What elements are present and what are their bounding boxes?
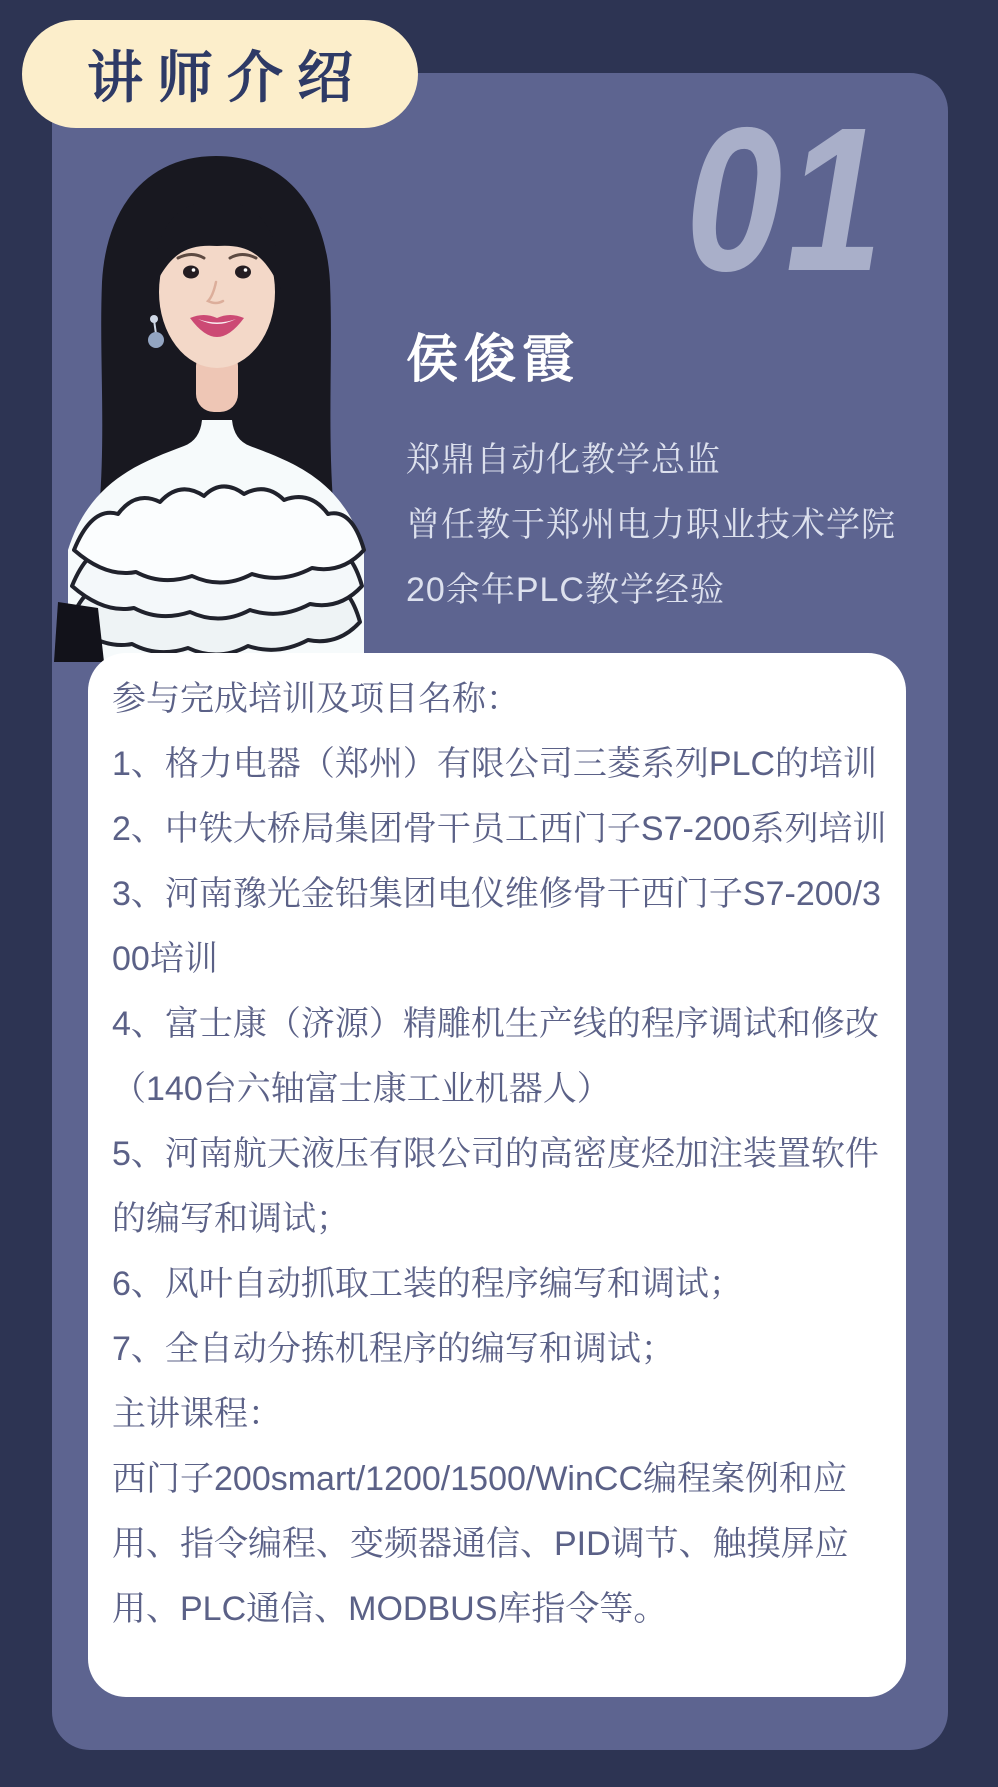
credential-line: 曾任教于郑州电力职业技术学院 xyxy=(406,506,896,544)
project-line: 2、中铁大桥局集团骨干员工西门子S7-200系列培训 xyxy=(112,810,887,848)
credential-line: 郑鼎自动化教学总监 xyxy=(406,441,721,479)
project-line: （140台六轴富士康工业机器人） xyxy=(112,1070,611,1108)
project-line: 7、全自动分拣机程序的编写和调试； xyxy=(112,1330,675,1368)
course-line: 西门子200smart/1200/1500/WinCC编程案例和应 xyxy=(112,1460,848,1498)
project-line: 4、富士康（济源）精雕机生产线的程序调试和修改 xyxy=(112,1005,879,1043)
project-line: 的编写和调试； xyxy=(112,1200,350,1238)
projects-heading: 参与完成培训及项目名称： xyxy=(112,680,520,718)
project-line: 3、河南豫光金铅集团电仪维修骨干西门子S7-200/3 xyxy=(112,875,881,913)
course-line: 用、PLC通信、MODBUS库指令等。 xyxy=(112,1590,668,1628)
lecturer-credentials xyxy=(406,428,896,623)
lecturer-name: 侯俊霞 xyxy=(406,331,581,389)
credential-line: 20余年PLC教学经验 xyxy=(406,571,725,609)
lecturer-index-number: 01 xyxy=(685,85,886,314)
project-line: 5、河南航天液压有限公司的高密度烃加注装置软件 xyxy=(112,1135,879,1173)
courses-heading: 主讲课程： xyxy=(112,1395,282,1433)
section-badge xyxy=(22,20,418,128)
project-line: 1、格力电器（郑州）有限公司三菱系列PLC的培训 xyxy=(112,745,878,783)
project-line: 00培训 xyxy=(112,940,218,978)
projects-card xyxy=(88,653,906,1697)
project-line: 6、风叶自动抓取工装的程序编写和调试； xyxy=(112,1265,743,1303)
lecturer-photo xyxy=(50,150,380,662)
section-badge-label: 讲师介绍 xyxy=(87,46,367,109)
course-line: 用、指令编程、变频器通信、PID调节、触摸屏应 xyxy=(112,1525,849,1563)
